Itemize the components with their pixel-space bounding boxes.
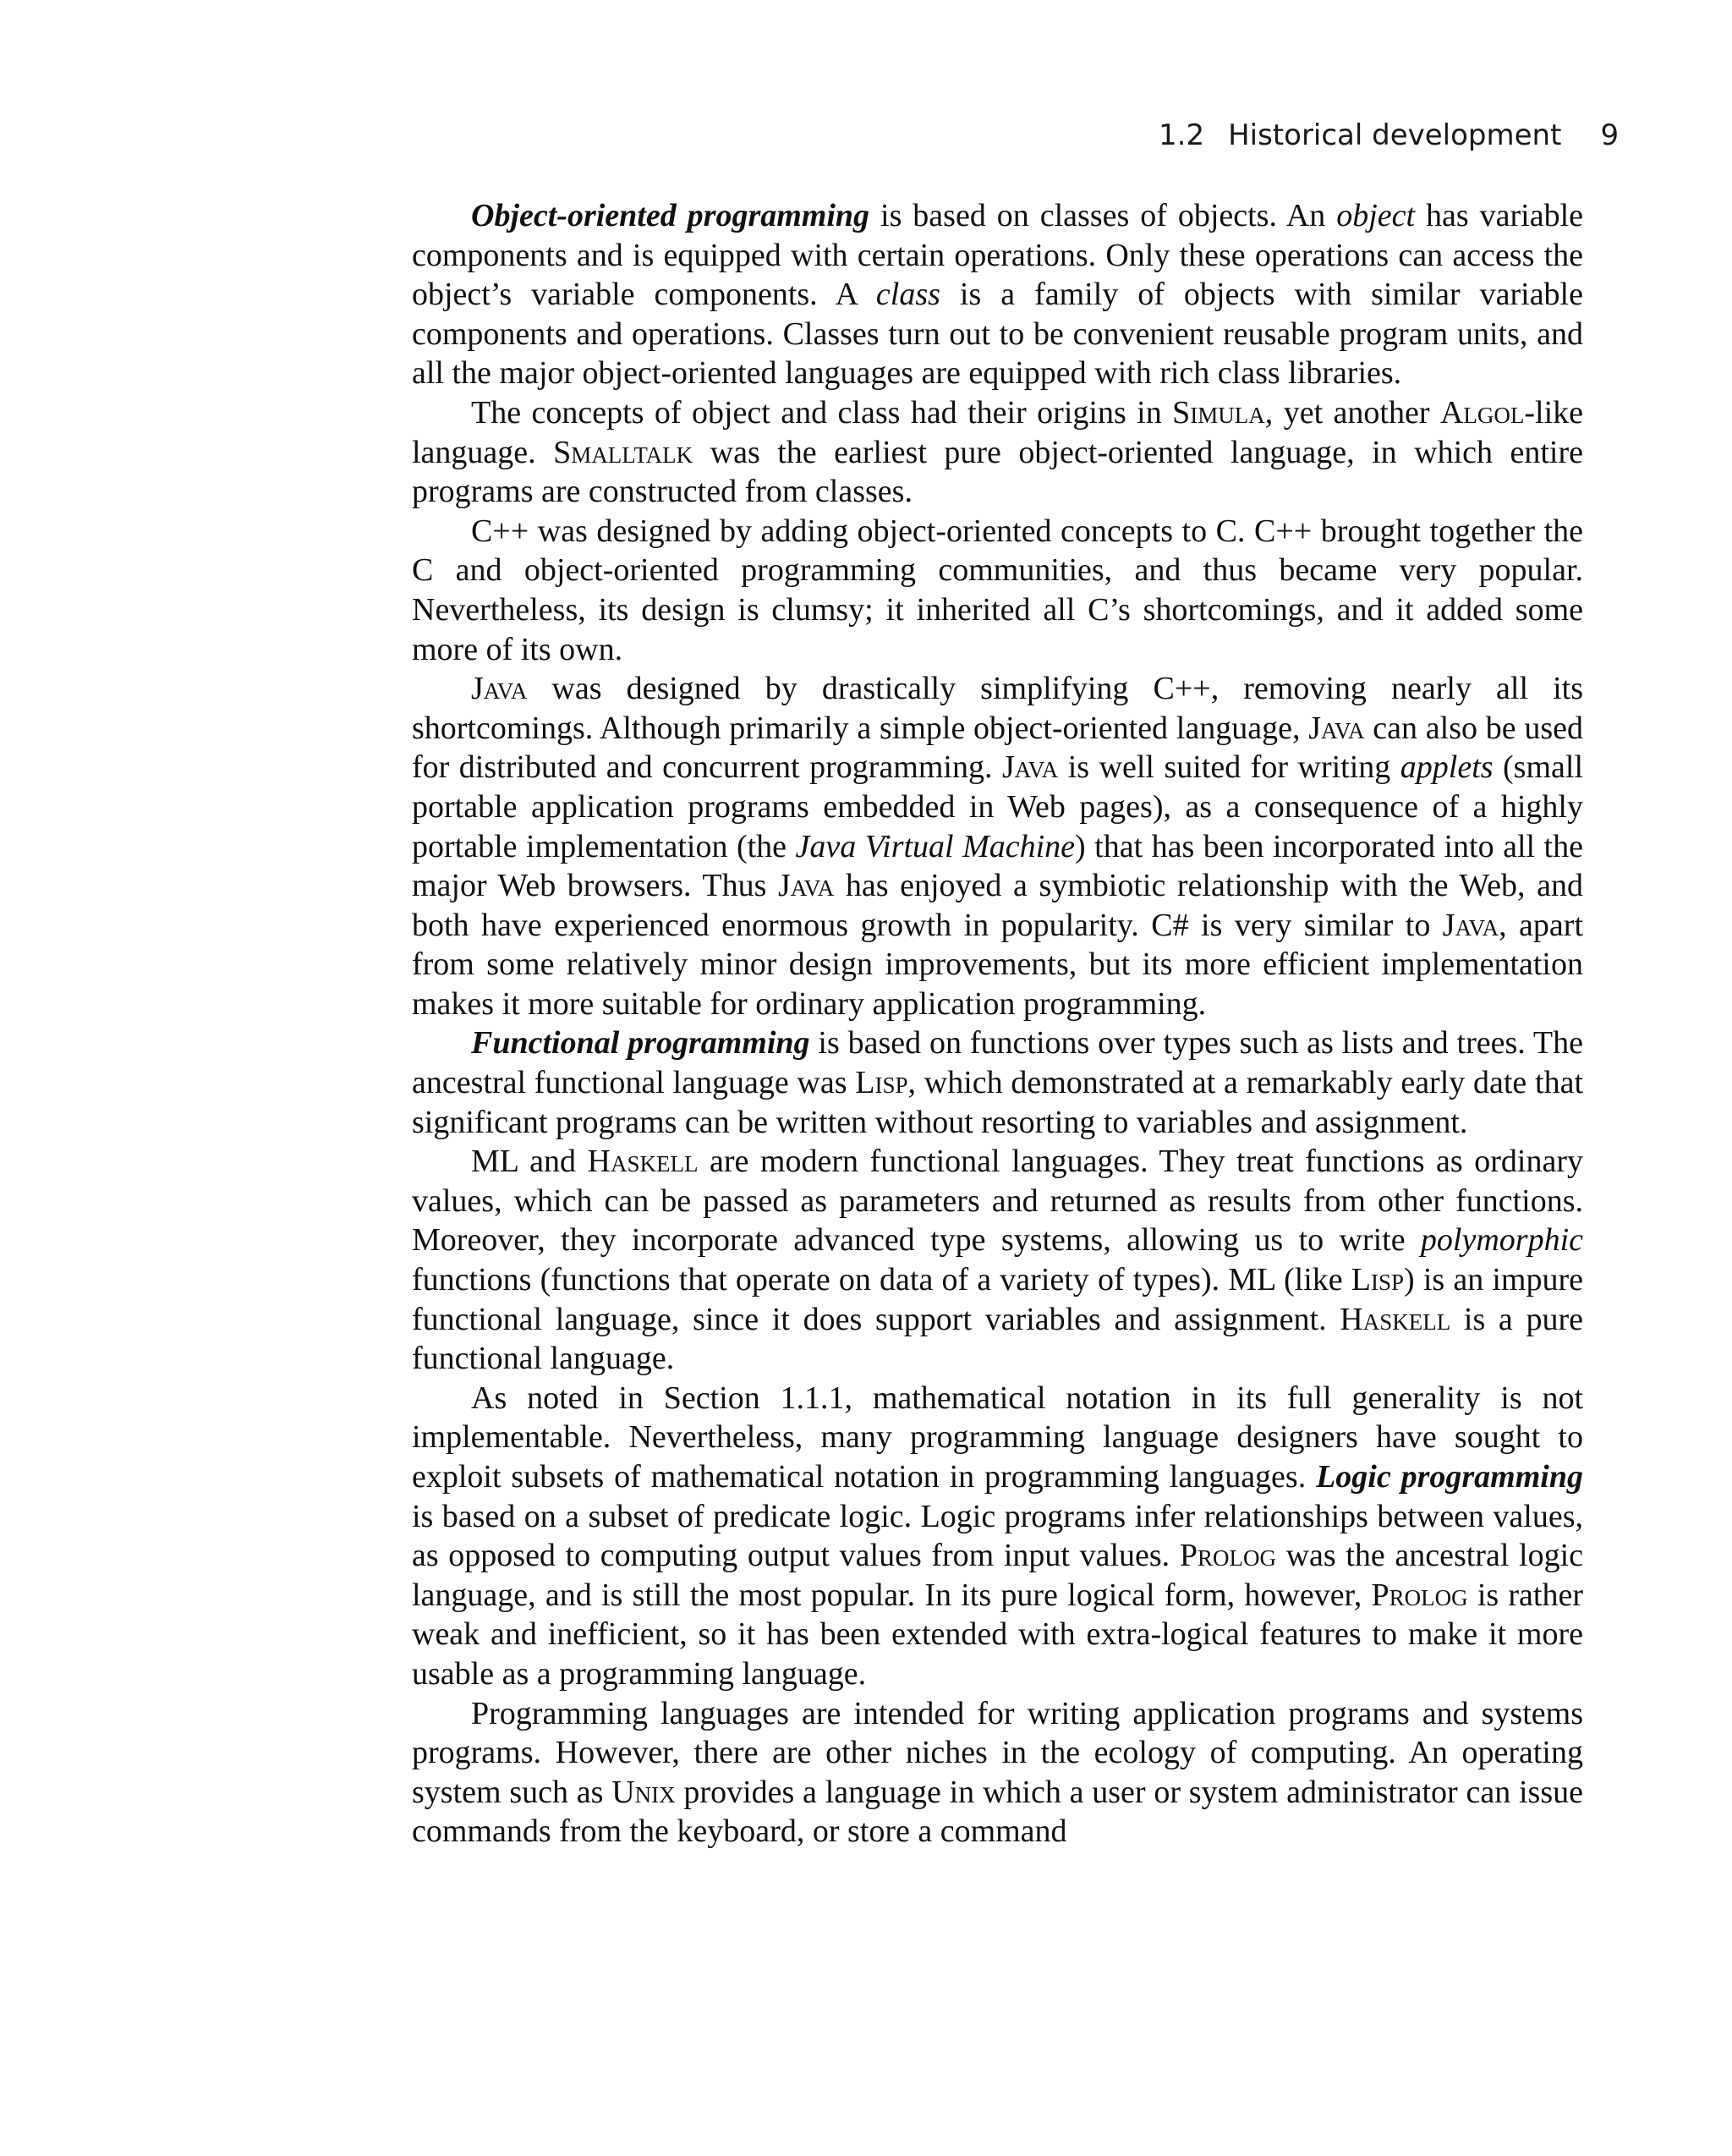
text-run: has variable components and is equipped with certain operations. Only these operations can access the object’s variable components. A [412, 198, 1583, 313]
language-name: Smalltalk [553, 434, 693, 470]
paragraph-p4 [412, 669, 1583, 1023]
paragraph-p2 [412, 393, 1583, 512]
language-name: Haskell [1340, 1301, 1451, 1337]
section-number: 1.2 [1159, 118, 1205, 152]
language-name: Algol [1439, 394, 1525, 431]
section-title: Historical development [1228, 118, 1562, 152]
emphasis: polymorphic [1420, 1222, 1583, 1259]
language-name: Lisp [1351, 1262, 1405, 1298]
emphasis: object [1336, 198, 1416, 233]
language-name: Lisp [855, 1065, 908, 1101]
key-term: Object-oriented programming [471, 198, 870, 233]
key-term: Functional programming [471, 1025, 810, 1062]
text-run: functions (functions that operate on data of a variety of types). ML (like [412, 1262, 1351, 1298]
emphasis: class [875, 277, 940, 313]
text-run: ) is an impure functional language, since it does support variables and assignment. [412, 1262, 1583, 1337]
text-run: , which demonstrated at a remarkably early date that significant programs can be written without resorting to variables and assignment. [412, 1065, 1584, 1140]
language-name: Java [777, 868, 835, 904]
paragraph-p1 [412, 196, 1583, 393]
text-run: is a pure functional language. [412, 1301, 1583, 1377]
emphasis: Java Virtual Machine [795, 828, 1076, 864]
page-number: 9 [1600, 118, 1620, 152]
text-run: are modern functional languages. They treat functions as ordinary values, which can be passed as parameters and returned as results from other functions. Moreover, they incorporate advanced type systems, allowing us to write [412, 1144, 1583, 1259]
text-run: is based on classes of objects. An [869, 198, 1337, 233]
text-run: Programming languages are intended for writing application programs and systems programs. However, there are other niches in the ecology of computing. An operating system such as [412, 1695, 1583, 1810]
language-name: Prolog [1179, 1538, 1276, 1574]
language-name: Java [1001, 749, 1059, 786]
language-name: Java [1442, 907, 1499, 943]
text-run: can also be used for distributed and concurrent programming. [412, 710, 1583, 786]
text-run: -like language. [412, 394, 1584, 470]
text-run: is based on functions over types such as lists and trees. The ancestral functional language was [412, 1025, 1584, 1101]
emphasis: applets [1400, 749, 1494, 786]
body-text [412, 196, 1583, 1852]
paragraph-p7 [412, 1379, 1583, 1694]
text-run: ) that has been incorporated into all the major Web browsers. Thus [412, 828, 1583, 904]
text-run: is well suited for writing [1058, 749, 1400, 786]
text-run: provides a language in which a user or system administrator can issue commands from the keyboard, or store a command [412, 1774, 1583, 1850]
paragraph-p8 [412, 1694, 1583, 1852]
running-header [1159, 118, 1620, 152]
language-name: Java [1308, 710, 1365, 746]
paragraph-p6 [412, 1142, 1583, 1379]
text-run: is a family of objects with similar variable components and operations. Classes turn out to be convenient reusable program units, and all the major object-oriented languages are equipped with rich class libraries. [412, 277, 1583, 392]
text-run: was designed by drastically simplifying C++, removing nearly all its shortcomings. Although primarily a simple object-oriented language, [412, 671, 1583, 746]
language-name: Unix [611, 1774, 676, 1810]
text-run: is rather weak and inefficient, so it has been extended with extra-logical features to make it more usable as a programming language. [412, 1577, 1583, 1692]
text-run: (small portable application programs embedded in Web pages), as a consequence of a highly portable implementation (the [412, 749, 1584, 864]
language-name: Prolog [1371, 1577, 1468, 1613]
key-term: Logic programming [1316, 1459, 1583, 1495]
language-name: Haskell [587, 1144, 699, 1180]
text-run: C++ was designed by adding object-oriented concepts to C. C++ brought together the C and object-oriented programming communities, and thus became very popular. Nevertheless, its design is clumsy; it inherited all C’s shortcomings, and it added some more of its own. [412, 513, 1583, 667]
text-run: has enjoyed a symbiotic relationship with the Web, and both have experienced enormous growth in popularity. C# is very similar to [412, 868, 1583, 943]
text-run: The concepts of object and class had their origins in [471, 394, 1173, 431]
text-run: was the ancestral logic language, and is still the most popular. In its pure logical form, however, [412, 1538, 1583, 1613]
text-run: was the earliest pure object-oriented language, in which entire programs are constructed from classes. [412, 434, 1584, 510]
text-run: is based on a subset of predicate logic. Logic programs infer relationships between values, as opposed to computing output values from input values. [412, 1498, 1583, 1574]
language-name: Java [471, 671, 528, 707]
text-run: ML and [471, 1144, 588, 1180]
paragraph-p5 [412, 1023, 1583, 1142]
paragraph-p3 [412, 512, 1583, 669]
text-run: , yet another [1264, 394, 1440, 431]
text-run: , apart from some relatively minor design improvements, but its more efficient implementation makes it more suitable for ordinary application programming. [412, 907, 1583, 1022]
language-name: Simula [1172, 394, 1265, 431]
text-run: As noted in Section 1.1.1, mathematical notation in its full generality is not implementable. Nevertheless, many programming language designers have sought to exploit subsets of mathematical notation in programming languages. [412, 1380, 1583, 1495]
